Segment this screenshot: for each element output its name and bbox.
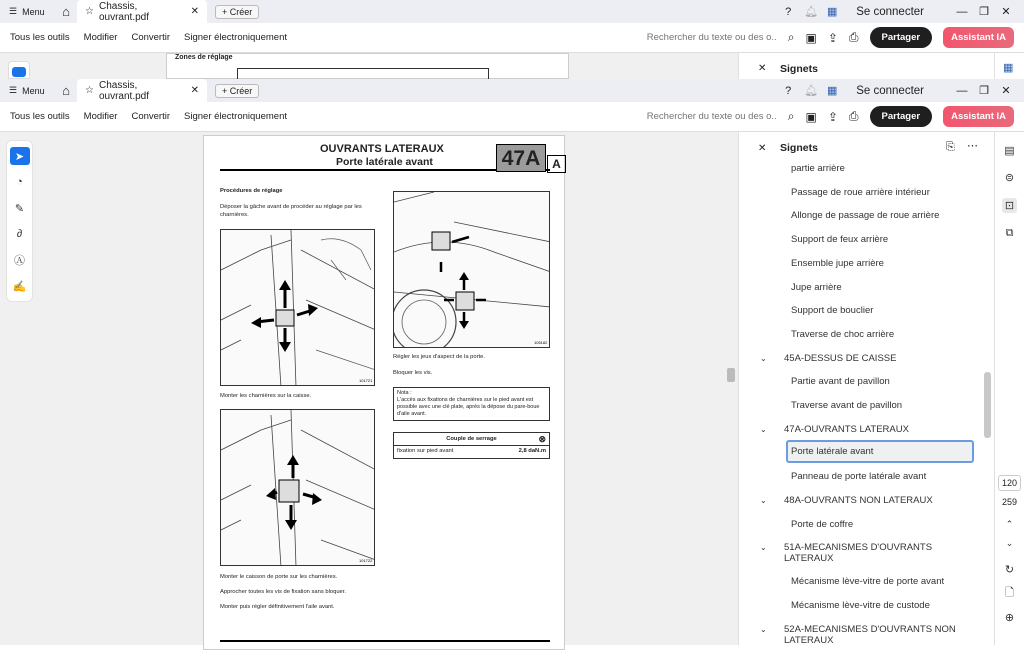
hinge-diagram-1 — [221, 230, 375, 386]
collapse-chevron-icon[interactable]: ⌄ — [760, 353, 767, 363]
bg-toolbar — [0, 23, 1024, 53]
bg-content-strip — [0, 53, 1024, 79]
hamburger-icon: ☰ — [9, 85, 18, 95]
pages-icon[interactable]: ⧉ — [1005, 227, 1014, 239]
print-icon[interactable]: ⎙ — [848, 109, 859, 123]
torque-value: 2,8 daN.m — [518, 448, 546, 454]
bg-menu-all-tools[interactable]: Tous les outils — [10, 32, 70, 43]
collapse-chevron-icon[interactable]: ⌄ — [760, 495, 767, 505]
right-text-1: Régler les jeux d'aspect de la porte. — [393, 354, 485, 360]
comment-tool-icon[interactable]: ◔ — [16, 176, 23, 188]
collapse-chevron-icon[interactable]: ⌄ — [760, 543, 767, 553]
print-icon[interactable]: ⎙ — [848, 30, 859, 44]
bg-panel-title: Signets — [780, 63, 818, 75]
section-letter-box: A — [547, 155, 566, 173]
bookmarks-panel — [738, 132, 994, 645]
bg-select-tool[interactable] — [12, 67, 26, 77]
bg-share-button[interactable]: Partager — [870, 27, 933, 48]
note-text: L'accès aux fixations de charnières sur le pied avant est possible avec une clé plate, après la dépose du pare-boue d'aile avant. — [397, 397, 540, 417]
more-options-icon[interactable]: ⋯ — [967, 140, 978, 152]
bookmark-label: Mécanisme lève-vitre de porte avant — [791, 576, 945, 588]
pdf-page — [203, 135, 565, 650]
bookmark-label: Jupe arrière — [791, 281, 842, 293]
bookmark-label: Porte de coffre — [791, 518, 854, 530]
door-diagram — [394, 192, 550, 348]
collapse-chevron-icon[interactable]: ⌄ — [760, 424, 767, 434]
comment-panel-icon[interactable]: ▤ — [1004, 145, 1015, 157]
text-tool-icon[interactable]: Ⓐ — [14, 255, 25, 267]
search-input[interactable] — [647, 111, 777, 122]
torque-item: fixation sur pied avant — [397, 448, 454, 454]
bookmark-item[interactable] — [791, 519, 853, 530]
create-button[interactable]: + Créer — [215, 84, 259, 98]
bg-document-tab[interactable]: ☆ Chassis, ouvrant.pdf ✕ — [77, 0, 207, 23]
bg-page-section-label: Zones de réglage — [175, 54, 233, 61]
ai-assistant-button[interactable]: Assistant IA — [943, 106, 1014, 127]
bookmark-item[interactable] — [791, 376, 890, 387]
minimize-icon[interactable]: — — [956, 84, 968, 97]
bookmark-label: Porte latérale avant — [791, 446, 874, 458]
bg-menu-convert[interactable]: Convertir — [131, 32, 171, 43]
bg-search-input[interactable] — [647, 32, 777, 43]
bookmark-item[interactable] — [791, 600, 930, 611]
figure-hinges-1 — [220, 229, 375, 386]
minimize-icon[interactable]: — — [956, 5, 968, 18]
bg-menu-edit[interactable]: Modifier — [83, 32, 118, 43]
select-tool-icon[interactable]: ➤ — [10, 147, 30, 165]
torque-table — [393, 432, 550, 459]
search-icon[interactable]: ⌕ — [787, 109, 795, 123]
menu-all-tools[interactable]: Tous les outils — [10, 111, 70, 122]
bookmark-item[interactable] — [791, 305, 873, 316]
torque-header — [394, 433, 549, 446]
bell-icon[interactable]: 🔔︎ — [804, 85, 819, 97]
left-tools-panel — [6, 140, 33, 302]
document-scrollbar[interactable] — [727, 368, 735, 382]
bookmark-label: Passage de roue arrière intérieur — [791, 186, 930, 198]
bg-ai-assistant-button[interactable]: Assistant IA — [943, 27, 1014, 48]
document-info-icon[interactable]: 🗋︎ — [1005, 587, 1014, 599]
section-code-box: 47A — [496, 144, 546, 172]
rotate-icon[interactable]: ↻ — [1004, 564, 1015, 576]
add-bookmark-icon[interactable]: ⎘ — [946, 141, 955, 153]
zoom-in-icon[interactable]: ⊕ — [1004, 612, 1015, 624]
bg-home-icon[interactable]: ⌂ — [62, 4, 70, 19]
page-footer-line — [220, 640, 550, 642]
lasso-tool-icon[interactable]: ∂ — [16, 228, 23, 240]
torque-title: Couple de serrage — [446, 436, 497, 442]
chevron-down-icon[interactable]: ⌄ — [1005, 538, 1014, 548]
bookmark-label: Allonge de passage de roue arrière — [791, 210, 940, 222]
collapse-chevron-icon[interactable]: ⌄ — [760, 624, 767, 634]
bg-title-bar — [0, 0, 1024, 23]
bookmark-label: Traverse de choc arrière — [791, 328, 895, 340]
bookmark-label: Traverse avant de pavillon — [791, 400, 903, 411]
bookmark-section[interactable] — [760, 352, 969, 364]
bell-icon[interactable]: 🔔︎ — [804, 6, 819, 18]
note-box — [393, 387, 550, 421]
star-icon[interactable]: ☆ — [85, 85, 94, 96]
bookmark-item[interactable] — [791, 163, 845, 174]
bookmark-label: Support de feux arrière — [791, 234, 889, 246]
bottom-text-1: Monter le caisson de porte sur les charnières. — [220, 574, 338, 580]
bookmark-item[interactable] — [791, 187, 930, 198]
figure-ref-3: 105182 — [534, 340, 548, 345]
bg-rail-icon[interactable]: ▦ — [1003, 62, 1014, 74]
close-window-icon[interactable]: ✕ — [1001, 6, 1011, 18]
torque-row — [394, 446, 549, 456]
bookmark-section[interactable] — [760, 542, 969, 565]
bookmark-label: Mécanisme lève-vitre de custode — [791, 599, 930, 611]
right-text-2: Bloquer les vis. — [393, 370, 433, 376]
bookmark-label: Ensemble jupe arrière — [791, 257, 884, 269]
bookmark-item[interactable] — [791, 471, 926, 482]
bookmark-label: partie arrière — [791, 163, 845, 174]
close-tab-icon[interactable]: ✕ — [190, 6, 199, 17]
bottom-text-2: Approcher toutes les vis de fixation sans bloquer. — [220, 589, 346, 595]
toolbar — [0, 102, 1024, 132]
bg-create-button[interactable]: + Créer — [215, 5, 259, 19]
bookmark-item[interactable] — [786, 440, 974, 463]
bookmark-item[interactable] — [791, 210, 939, 221]
bookmark-item[interactable] — [791, 282, 842, 293]
close-panel-icon[interactable]: ✕ — [758, 143, 767, 154]
total-pages: 259 — [1001, 497, 1018, 507]
bookmarks-icon[interactable]: ⊡ — [1002, 198, 1017, 213]
hamburger-icon: ☰ — [9, 6, 18, 16]
bookmark-label: Support de bouclier — [791, 305, 874, 317]
page-header — [220, 140, 561, 171]
bookmark-section[interactable] — [760, 423, 969, 435]
hinge-diagram-2 — [221, 410, 375, 566]
bookmark-label: 48A-OUVRANTS NON LATERAUX — [784, 494, 933, 506]
bookmarks-scrollbar[interactable] — [984, 372, 991, 438]
bg-right-rail — [994, 53, 1024, 79]
bookmark-item[interactable] — [791, 576, 944, 587]
menu-edit[interactable]: Modifier — [83, 111, 118, 122]
share-button[interactable]: Partager — [870, 106, 933, 127]
stamp-tool-icon[interactable]: ✍ — [12, 280, 27, 293]
procedure-heading: Procédures de réglage — [220, 188, 283, 194]
help-icon[interactable]: ? — [785, 84, 792, 97]
home-icon[interactable]: ⌂ — [62, 83, 70, 98]
chevron-up-icon[interactable]: ⌃ — [1005, 519, 1014, 529]
bg-page — [166, 53, 569, 79]
bg-bookmarks-panel — [738, 53, 994, 79]
bg-sign-in-button[interactable]: Se connecter — [856, 5, 924, 18]
torque-wrench-icon: ⊗ — [538, 434, 546, 444]
bookmark-label: 47A-OUVRANTS LATERAUX — [784, 423, 909, 435]
intro-text: Déposer la gâche avant de procéder au réglage par les charnières. — [220, 204, 362, 218]
menu-button[interactable]: ☰ Menu — [9, 85, 45, 96]
document-tab[interactable]: ☆ Chassis, ouvrant.pdf ✕ — [77, 79, 207, 102]
bg-menu-button[interactable]: ☰ Menu — [9, 6, 45, 17]
title-bar — [0, 79, 1024, 102]
apps-grid-icon[interactable]: ▦ — [827, 85, 838, 97]
note-title: Nota : — [397, 390, 412, 396]
bookmarks-title: Signets — [780, 142, 818, 154]
bookmark-label: 52A-MECANISMES D'OUVRANTS NON LATERAUX — [784, 623, 956, 646]
bookmark-item[interactable] — [791, 234, 888, 245]
sign-in-button[interactable]: Se connecter — [856, 84, 924, 97]
apps-grid-icon[interactable]: ▦ — [827, 6, 838, 18]
pen-tool-icon[interactable]: ✎ — [14, 202, 25, 215]
star-icon[interactable]: ☆ — [85, 6, 94, 17]
figure-door-front — [393, 191, 550, 348]
figure-ref-2: 101722 — [359, 558, 373, 563]
bookmark-label: Partie avant de pavillon — [791, 376, 890, 388]
bookmark-label: 51A-MECANISMES D'OUVRANTS LATERAUX — [784, 542, 933, 565]
bookmark-label: 45A-DESSUS DE CAISSE — [784, 352, 897, 364]
menu-sign[interactable]: Signer électroniquement — [184, 111, 287, 122]
close-tab-icon[interactable]: ✕ — [190, 85, 199, 96]
figure-hinges-2 — [220, 409, 375, 566]
attachment-icon[interactable]: ⊜ — [1004, 172, 1015, 184]
restore-icon[interactable]: ❐ — [979, 85, 989, 97]
fig1-caption: Monter les charnières sur la caisse. — [220, 393, 312, 399]
right-rail — [994, 132, 1024, 645]
current-page-number[interactable]: 120 — [998, 475, 1021, 491]
doc-title: OUVRANTS LATERAUX — [320, 143, 444, 155]
bookmark-label: Panneau de porte latérale avant — [791, 471, 927, 483]
bookmark-item[interactable] — [791, 329, 894, 340]
bookmark-item[interactable] — [791, 258, 884, 269]
help-icon[interactable]: ? — [785, 5, 792, 18]
upload-icon[interactable]: ⇪ — [827, 109, 838, 124]
bookmarks-header — [739, 132, 994, 164]
document-area — [0, 132, 738, 645]
upload-icon[interactable]: ⇪ — [827, 30, 838, 45]
bg-close-panel-icon[interactable]: ✕ — [758, 63, 767, 74]
doc-subtitle: Porte latérale avant — [336, 156, 433, 168]
bg-tools-stub — [8, 61, 30, 79]
restore-icon[interactable]: ❐ — [979, 6, 989, 18]
save-icon[interactable]: ▣ — [805, 109, 817, 124]
menu-convert[interactable]: Convertir — [131, 111, 171, 122]
save-icon[interactable]: ▣ — [805, 30, 817, 45]
bg-menu-sign[interactable]: Signer électroniquement — [184, 32, 287, 43]
figure-ref-1: 101721 — [359, 378, 373, 383]
bookmark-section[interactable] — [760, 623, 969, 646]
close-window-icon[interactable]: ✕ — [1001, 85, 1011, 97]
search-icon[interactable]: ⌕ — [787, 30, 795, 44]
bookmark-section[interactable] — [760, 494, 969, 506]
bookmark-item[interactable] — [791, 400, 902, 411]
bottom-text-3: Monter puis régler définitivement l'aile avant. — [220, 604, 335, 610]
